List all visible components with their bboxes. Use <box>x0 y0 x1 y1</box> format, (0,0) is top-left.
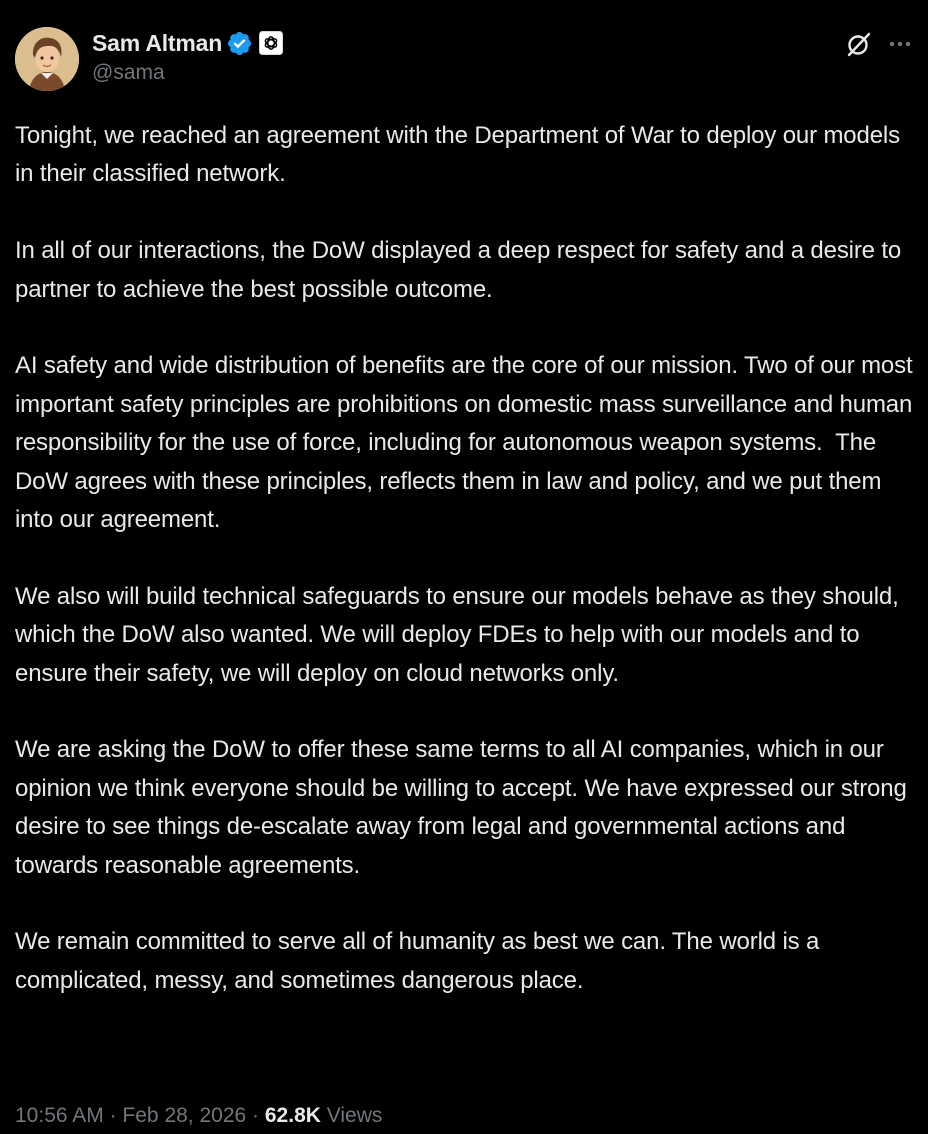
avatar[interactable] <box>15 27 79 91</box>
name-row <box>92 29 283 57</box>
top-actions <box>845 27 913 61</box>
views-count: 62.8K <box>264 1104 321 1127</box>
more-horizontal-icon[interactable] <box>887 31 913 57</box>
tweet-paragraph: In all of our interactions, the DoW displayed a deep respect for safety and a desire to partner to achieve the best possible outcome. <box>15 237 908 303</box>
tweet-header <box>15 27 913 91</box>
tweet-date[interactable]: Feb 28, 2026 <box>122 1104 247 1127</box>
display-name[interactable]: Sam Altman <box>92 29 223 56</box>
author-handle[interactable]: @sama <box>92 61 165 84</box>
meta-separator: · <box>252 1104 260 1127</box>
tweet-paragraph: We also will build technical safeguards to ensure our models behave as they should, which the DoW also wanted. We will deploy FDEs to help with our models and to ensure their safety, we will deploy on cloud networks only. <box>15 582 906 687</box>
tweet-paragraph: We are asking the DoW to offer these same terms to all AI companies, which in our opinion we think everyone should be willing to accept. We have expressed our strong desire to see things de-escalate away from legal and governmental actions and towards reasonable agreements. <box>15 736 914 879</box>
views-label: Views <box>326 1104 383 1127</box>
verified-check-icon[interactable] <box>226 30 253 57</box>
openai-logo-icon[interactable] <box>259 31 283 55</box>
tweet-paragraph: Tonight, we reached an agreement with the Department of War to deploy our models in their classified network. <box>15 122 907 188</box>
tweet-paragraph: We remain committed to serve all of humanity as best we can. The world is a complicated, messy, and sometimes dangerous place. <box>15 928 826 994</box>
tweet-paragraph: AI safety and wide distribution of benefits are the core of our mission. Two of our most important safety principles are prohibitions on domestic mass surveillance and human responsibility for the use of force, including for autonomous weapon systems. The DoW agrees with these principles, reflects them in law and policy, and we put them into our agreement. <box>15 352 920 534</box>
tweet-text <box>15 117 920 1000</box>
tweet-time[interactable]: 10:56 AM <box>15 1104 104 1127</box>
author-identity <box>92 29 283 85</box>
tweet-meta <box>15 1104 382 1128</box>
grok-icon[interactable] <box>845 30 873 58</box>
meta-separator: · <box>109 1104 117 1127</box>
